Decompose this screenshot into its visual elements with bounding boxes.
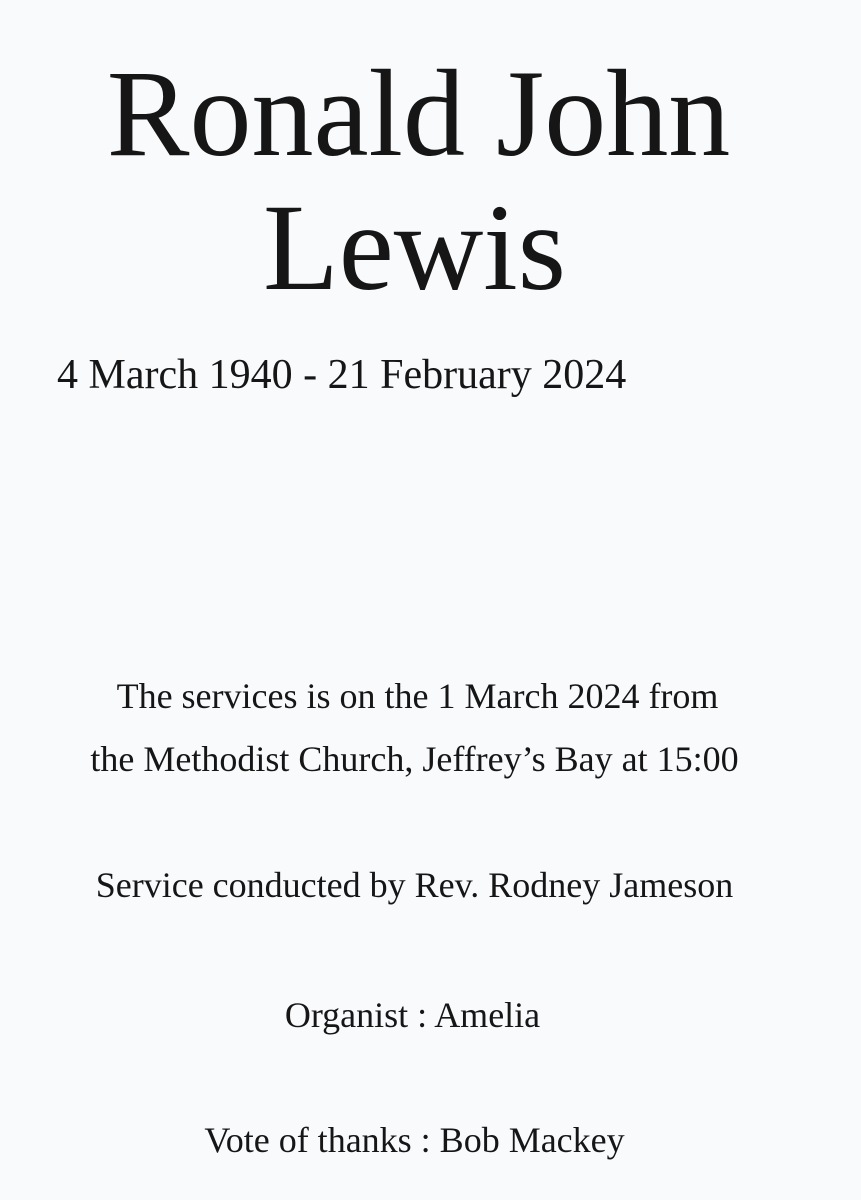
service-details-line-1: The services is on the 1 March 2024 from	[116, 676, 719, 716]
deceased-name-first-line: Ronald John	[106, 45, 731, 182]
life-dates: 4 March 1940 - 21 February 2024	[57, 352, 627, 398]
vote-of-thanks: Vote of thanks : Bob Mackey	[204, 1120, 625, 1160]
organist: Organist : Amelia	[284, 995, 541, 1035]
service-details-line-2: the Methodist Church, Jeffrey’s Bay at 15:00	[90, 739, 739, 779]
service-conductor: Service conducted by Rev. Rodney Jameson	[95, 865, 734, 905]
deceased-name-last-line: Lewis	[262, 179, 567, 316]
